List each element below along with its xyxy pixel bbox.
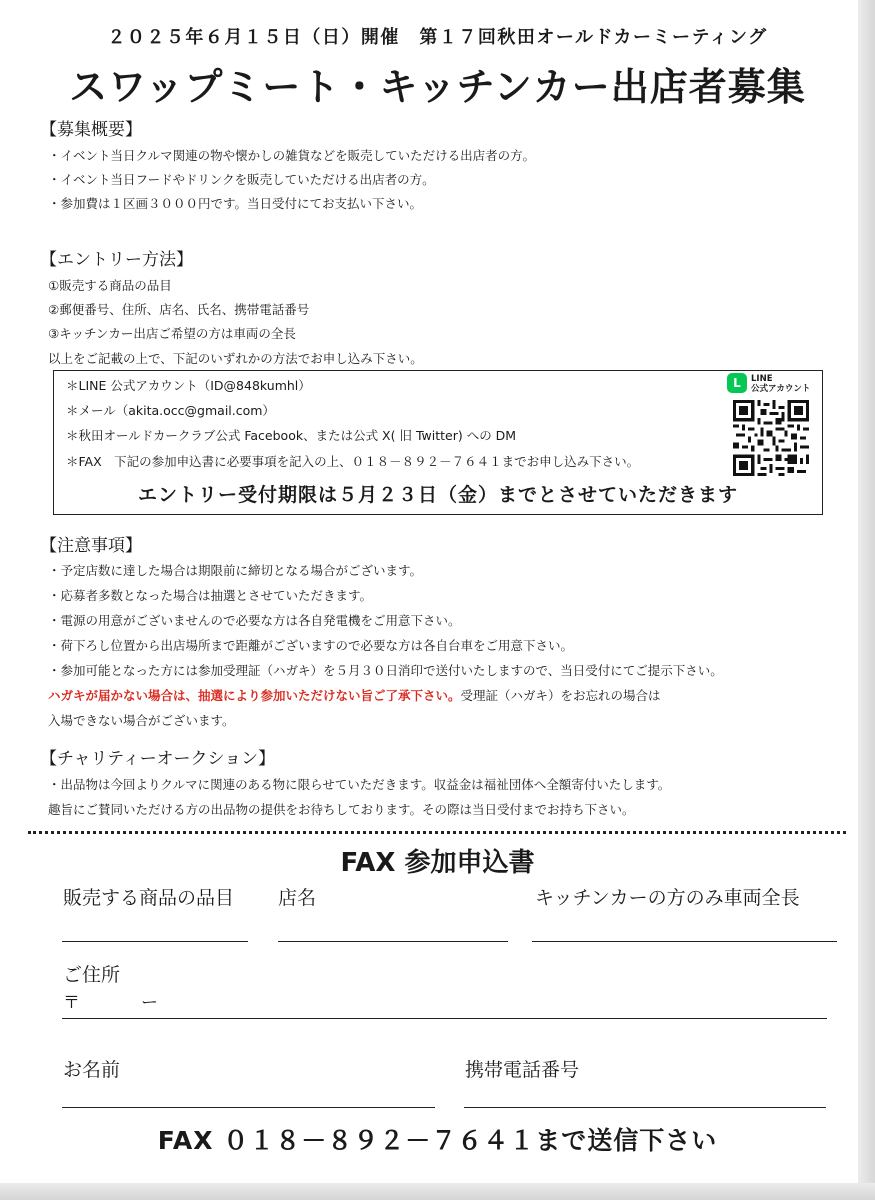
event-date-line: ２０２５年６月１５日（日）開催 第１７回秋田オールドカーミーティング bbox=[107, 27, 768, 48]
method-email: ＊メール（akita.occ@gmail.com） bbox=[66, 403, 275, 418]
method-line: ＊LINE 公式アカウント（ID@848kumhl） bbox=[66, 378, 311, 393]
notes-warning-line2: 入場できない場合がございます。 bbox=[48, 713, 235, 728]
line-logo-icon: L bbox=[727, 373, 747, 393]
page-title: スワップミート・キッチンカー出店者募集 bbox=[69, 65, 806, 109]
notes-warning bbox=[48, 686, 661, 704]
field-address-label: ご住所 bbox=[63, 964, 121, 986]
notes-warning-rest: 受理証（ハガキ）をお忘れの場合は bbox=[460, 688, 661, 703]
qr-code-icon[interactable] bbox=[733, 400, 809, 476]
notes-item: ・荷下ろし位置から出店場所まで距離がございますので必要な方は各自台車をご用意下さい。 bbox=[48, 638, 574, 653]
notes-heading: 【注意事項】 bbox=[40, 536, 142, 556]
overview-item: ・イベント当日フードやドリンクを販売していただける出店者の方。 bbox=[48, 172, 435, 187]
line-official-label bbox=[751, 374, 810, 394]
overview-item: ・参加費は１区画３０００円です。当日受付にてお支払い下さい。 bbox=[48, 196, 423, 211]
entry-deadline: エントリー受付期限は５月２３日（金）までとさせていただきます bbox=[137, 484, 738, 506]
charity-item: 趣旨にご賛同いただける方の出品物の提供をお待ちしております。その際は当日受付までお持ち下さい。 bbox=[48, 802, 635, 817]
field-phone-label: 携帯電話番号 bbox=[465, 1059, 580, 1081]
method-sns: ＊秋田オールドカークラブ公式 Facebook、または公式 X( 旧 Twitter) への DM bbox=[66, 428, 517, 443]
field-phone-input-line[interactable] bbox=[464, 1107, 826, 1108]
cut-line bbox=[28, 831, 846, 834]
postal-mark: 〒 bbox=[63, 993, 80, 1013]
entry-item: ③キッチンカー出店ご希望の方は車両の全長 bbox=[48, 326, 296, 341]
overview-item: ・イベント当日クルマ関連の物や懐かしの雑貨などを販売していただける出店者の方。 bbox=[48, 148, 536, 163]
notes-warning-red: ハガキが届かない場合は、抽選により参加いただけない旨ご了承下さい。 bbox=[48, 688, 461, 703]
page-edge-right bbox=[858, 0, 875, 1200]
field-length-input-line[interactable] bbox=[532, 941, 837, 942]
notes-item: ・応募者多数となった場合は抽選とさせていただきます。 bbox=[48, 588, 373, 603]
field-items-label: 販売する商品の品目 bbox=[63, 887, 235, 909]
line-label-brand: LINE bbox=[751, 374, 773, 384]
entry-item: ①販売する商品の品目 bbox=[48, 278, 172, 293]
field-shop-label: 店名 bbox=[278, 887, 317, 909]
entry-heading: 【エントリー方法】 bbox=[40, 250, 193, 270]
notes-item: ・予定店数に達した場合は期限前に締切となる場合がございます。 bbox=[48, 563, 423, 578]
charity-item: ・出品物は今回よりクルマに関連のある物に限らせていただきます。収益金は福祉団体へ全額寄付いたします。 bbox=[48, 777, 671, 792]
line-label-official: 公式アカウント bbox=[751, 384, 811, 394]
entry-note: 以上をご記載の上で、下記のいずれかの方法でお申し込み下さい。 bbox=[48, 351, 423, 366]
page-edge-bottom bbox=[0, 1183, 875, 1200]
field-address-input-line[interactable] bbox=[62, 1018, 827, 1019]
overview-heading: 【募集概要】 bbox=[40, 120, 142, 140]
field-name-input-line[interactable] bbox=[62, 1107, 435, 1108]
method-fax: ＊FAX 下記の参加申込書に必要事項を記入の上、０１８－８９２－７６４１までお申し込み下さい。 bbox=[66, 454, 640, 469]
field-length-label: キッチンカーの方のみ車両全長 bbox=[535, 887, 800, 909]
notes-item: ・参加可能となった方には参加受理証（ハガキ）を５月３０日消印で送付いたしますので、当日受付にてご提示下さい。 bbox=[48, 663, 723, 678]
fax-send-instruction: FAX ０１８－８９２－７６４１まで送信下さい bbox=[157, 1126, 718, 1155]
field-shop-input-line[interactable] bbox=[278, 941, 508, 942]
charity-heading: 【チャリティーオークション】 bbox=[40, 749, 276, 769]
field-items-input-line[interactable] bbox=[62, 941, 248, 942]
notes-item: ・電源の用意がございませんので必要な方は各自発電機をご用意下さい。 bbox=[48, 613, 461, 628]
field-name-label: お名前 bbox=[63, 1059, 121, 1081]
fax-form-title: FAX 参加申込書 bbox=[340, 848, 535, 878]
postal-dash: ー bbox=[141, 993, 158, 1013]
entry-item: ②郵便番号、住所、店名、氏名、携帯電話番号 bbox=[48, 302, 310, 317]
